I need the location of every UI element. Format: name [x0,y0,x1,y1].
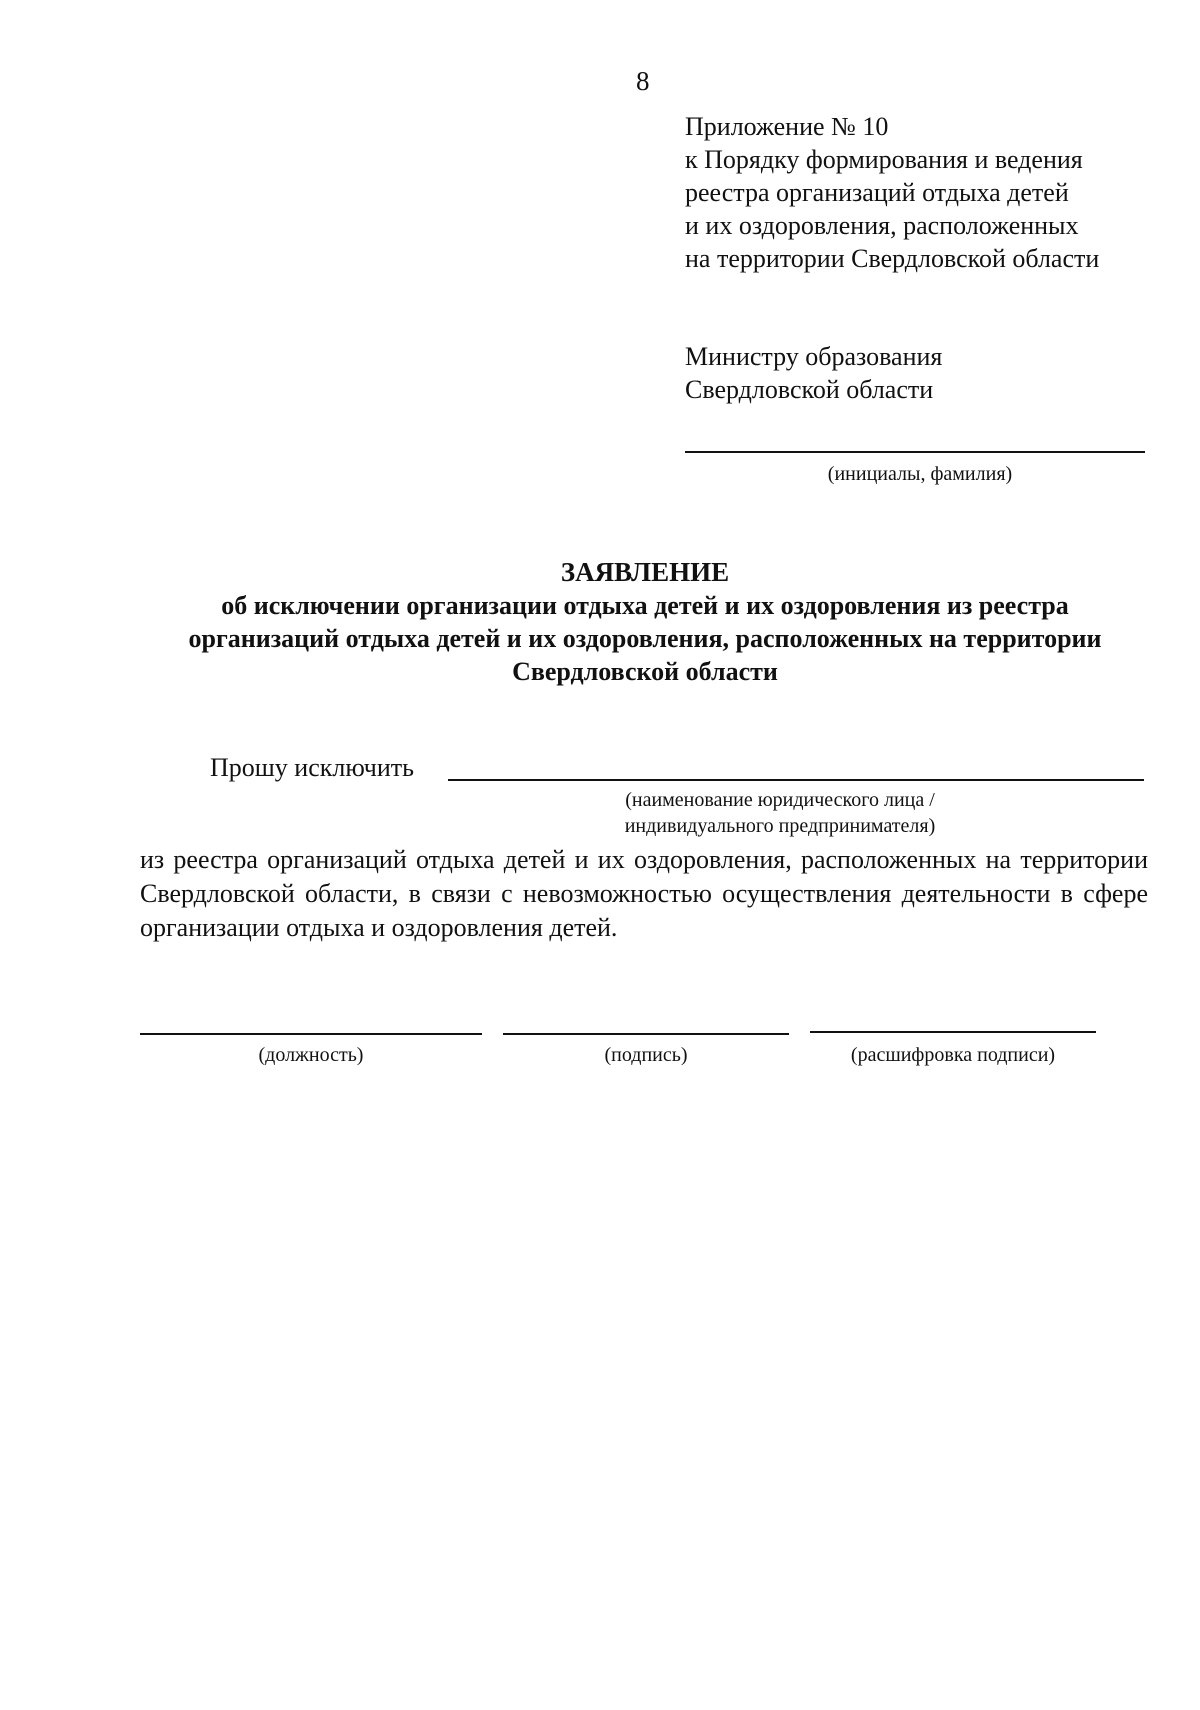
signature-decryption-field[interactable] [810,1031,1096,1033]
page-number: 8 [636,66,650,96]
position-field[interactable] [140,1033,482,1035]
document-subtitle-line: об исключении организации отдыха детей и их оздоровления из реестра [221,591,1069,620]
request-label: Прошу исключить [210,753,415,782]
appendix-reference [685,110,1099,275]
signature-decryption-caption: (расшифровка подписи) [850,1044,1056,1066]
addressee-line: Свердловской области [685,375,934,404]
addressee-line: Министру образования [685,342,943,371]
appendix-line: на территории Свердловской области [685,244,1100,273]
addressee-name-field[interactable] [685,451,1145,453]
document-subtitle-line: организаций отдыха детей и их оздоровления, расположенных на территории [188,624,1102,653]
organization-name-caption: индивидуального предпринимателя) [624,815,936,837]
document-title: ЗАЯВЛЕНИЕ [560,557,730,587]
signature-caption: (подпись) [604,1044,688,1066]
organization-name-caption: (наименование юридического лица / [625,789,935,811]
addressee-block [685,340,942,406]
document-subtitle-line: Свердловской области [512,657,778,686]
signature-field[interactable] [503,1033,789,1035]
appendix-line: к Порядку формирования и ведения [685,145,1083,174]
appendix-line: Приложение № 10 [685,112,889,141]
organization-name-field[interactable] [448,779,1144,781]
position-caption: (должность) [258,1044,364,1066]
document-title-block [100,555,1190,688]
appendix-line: и их оздоровления, расположенных [685,211,1079,240]
appendix-line: реестра организаций отдыха детей [685,178,1069,207]
request-body-text: из реестра организаций отдыха детей и их оздоровления, расположенных на территории Свердловской области, в связи с невозможностью осуществления деятельности в сфере организации отдыха и оздоровления детей. [140,845,1148,942]
addressee-name-caption: (инициалы, фамилия) [827,463,1013,485]
